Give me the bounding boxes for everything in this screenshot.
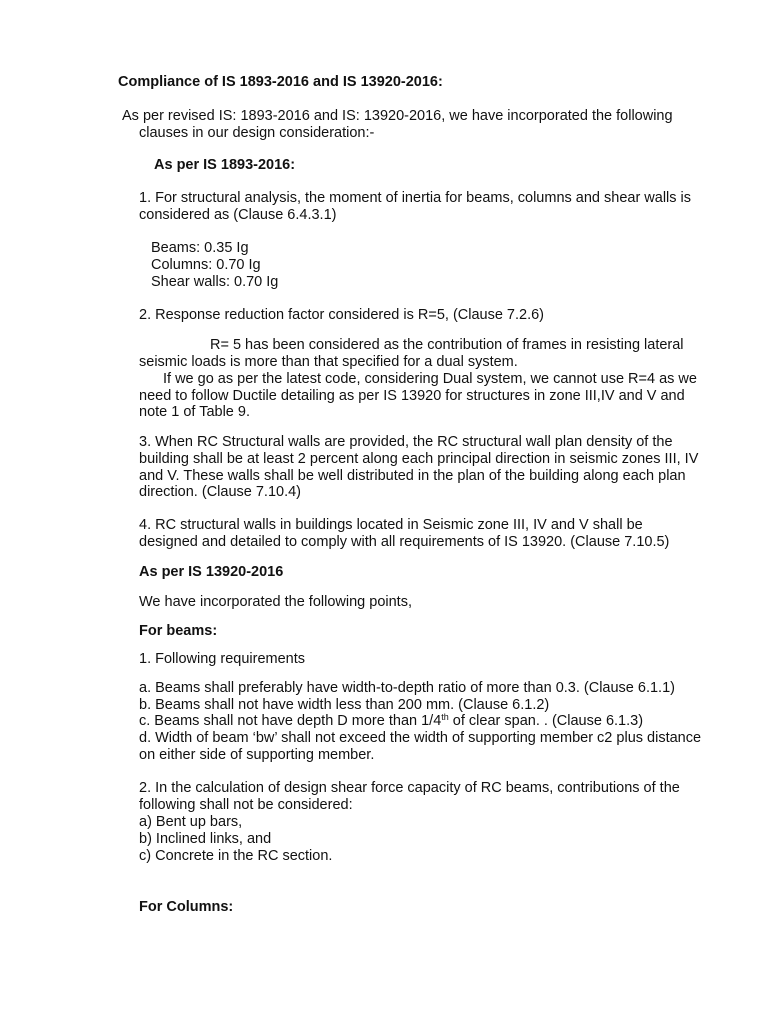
section-heading-is13920: As per IS 13920-2016 [139, 564, 284, 580]
requirements-heading: 1. Following requirements [139, 651, 306, 667]
dual-note-line-3: note 1 of Table 9. [139, 404, 250, 420]
item-1-line-2: considered as (Clause 6.4.3.1) [139, 207, 337, 223]
moment-shear-walls: Shear walls: 0.70 Ig [151, 274, 279, 290]
item-2: 2. Response reduction factor considered is R=5, (Clause 7.2.6) [139, 307, 545, 323]
requirement-c-clause: of clear span. . (Clause 6.1.3) [448, 713, 644, 729]
beams-heading: For beams: [139, 623, 218, 639]
intro-line-2: clauses in our design consideration:- [139, 125, 375, 141]
requirement-d-line-1: d. Width of beam ‘bw’ shall not exceed the width of supporting member c2 plus distance [139, 730, 702, 746]
section-2-intro: We have incorporated the following points, [139, 594, 412, 610]
requirement-b: b. Beams shall not have width less than 200 mm. (Clause 6.1.2) [139, 697, 550, 713]
shear-item-line-1: 2. In the calculation of design shear force capacity of RC beams, contributions of the [139, 780, 680, 796]
intro-line-1: As per revised IS: 1893-2016 and IS: 13920-2016, we have incorporated the following [122, 108, 673, 124]
item-1-line-1: 1. For structural analysis, the moment of inertia for beams, columns and shear walls is [139, 190, 692, 206]
item-4-line-1: 4. RC structural walls in buildings located in Seismic zone III, IV and V shall be [139, 517, 643, 533]
section-heading-is1893: As per IS 1893-2016: [154, 157, 296, 173]
item-3-line-2: building shall be at least 2 percent along each principal direction in seismic zones III, IV [139, 451, 699, 467]
item-4-line-2: designed and detailed to comply with all requirements of IS 13920. (Clause 7.10.5) [139, 534, 670, 550]
item-3-line-1: 3. When RC Structural walls are provided, the RC structural wall plan density of the [139, 434, 673, 450]
item-3-line-3: and V. These walls shall be well distributed in the plan of the building along each plan [139, 468, 686, 484]
moment-beams: Beams: 0.35 Ig [151, 240, 249, 256]
moment-columns: Columns: 0.70 Ig [151, 257, 261, 273]
document-title: Compliance of IS 1893-2016 and IS 13920-2016: [118, 74, 443, 90]
requirement-c-superscript: th [441, 712, 449, 722]
requirement-c [139, 713, 643, 730]
requirement-c-text: c. Beams shall not have depth D more than 1/4 [139, 713, 442, 729]
shear-item-line-2: following shall not be considered: [139, 797, 353, 813]
columns-heading: For Columns: [139, 899, 234, 915]
requirement-d-line-2: on either side of supporting member. [139, 747, 375, 763]
dual-note-line-1: If we go as per the latest code, considering Dual system, we cannot use R=4 as we [163, 371, 697, 387]
shear-exclusion-c: c) Concrete in the RC section. [139, 848, 333, 864]
r-note-line-2: seismic loads is more than that specified for a dual system. [139, 354, 518, 370]
requirement-a: a. Beams shall preferably have width-to-depth ratio of more than 0.3. (Clause 6.1.1) [139, 680, 675, 696]
shear-exclusion-a: a) Bent up bars, [139, 814, 243, 830]
item-3-line-4: direction. (Clause 7.10.4) [139, 484, 301, 500]
dual-note-line-2: need to follow Ductile detailing as per IS 13920 for structures in zone III,IV and V and [139, 388, 685, 404]
shear-exclusion-b: b) Inclined links, and [139, 831, 272, 847]
r-note-line-1: R= 5 has been considered as the contribution of frames in resisting lateral [210, 337, 684, 353]
